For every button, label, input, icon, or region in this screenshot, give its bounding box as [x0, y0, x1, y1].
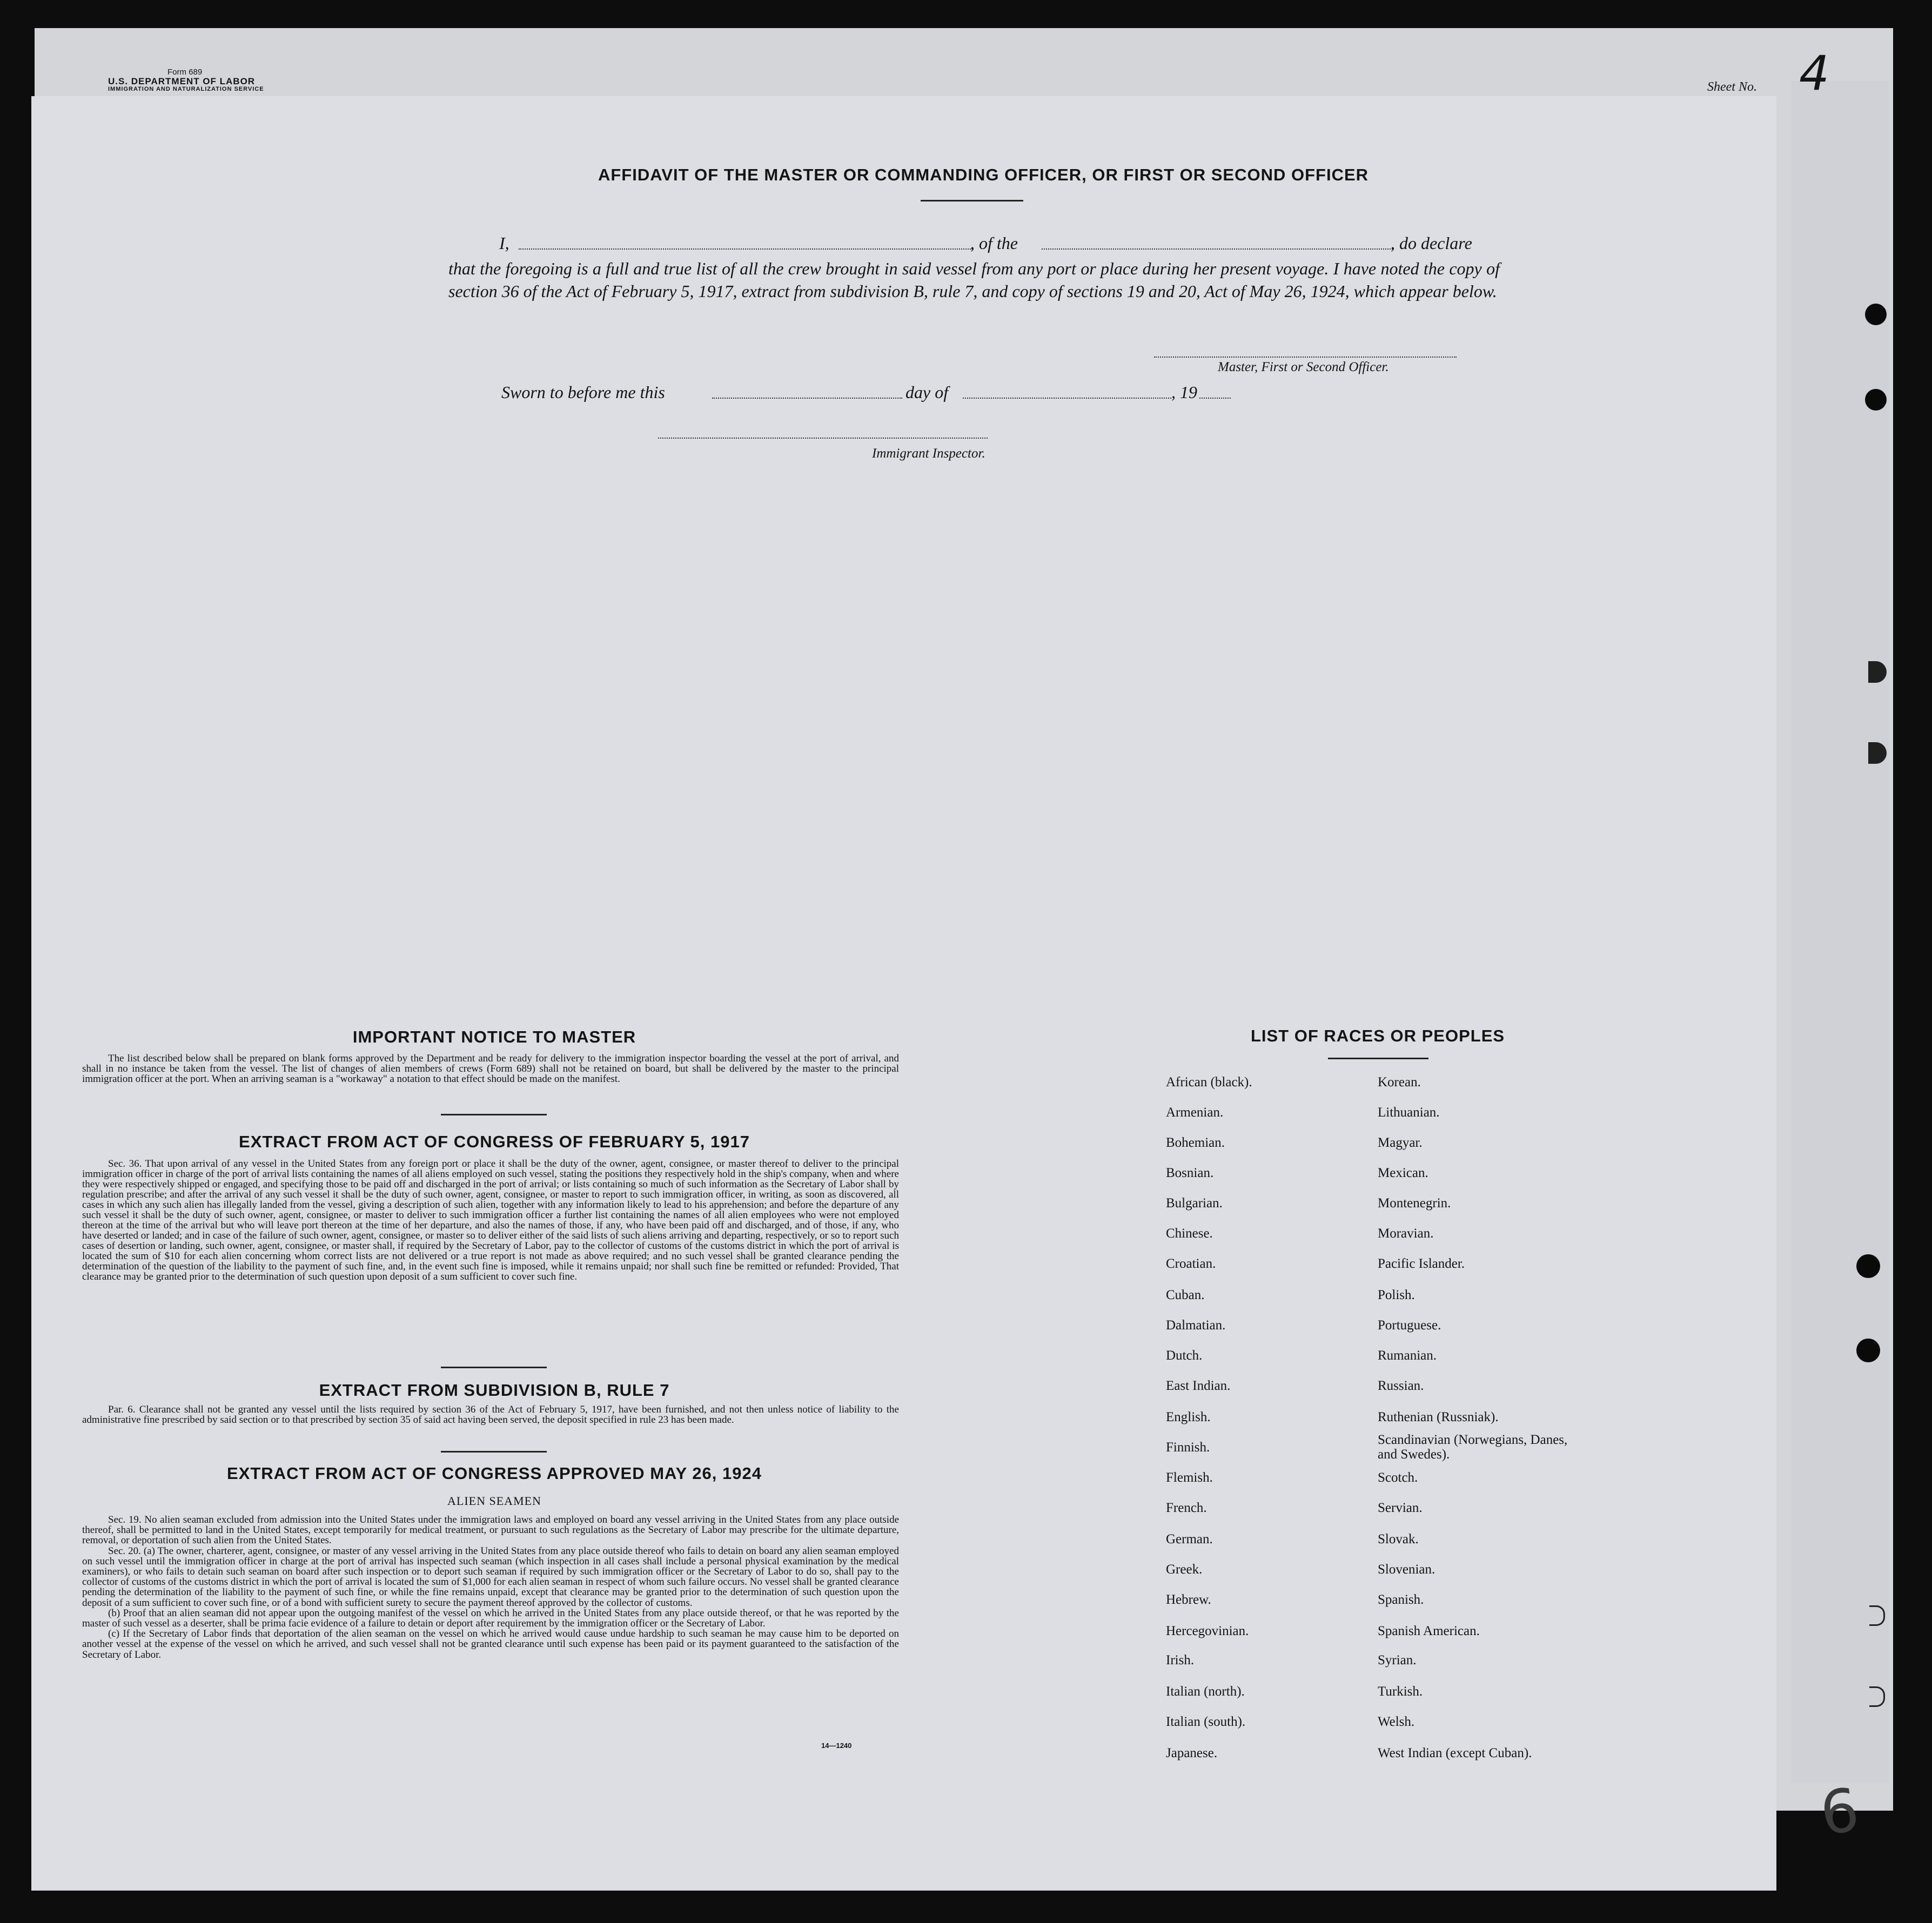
vessel-name-field[interactable]	[1042, 248, 1393, 251]
sworn-month-field[interactable]	[963, 398, 1171, 400]
race-item: Moravian.	[1378, 1226, 1434, 1241]
race-item: Scotch.	[1378, 1470, 1418, 1485]
race-item: Pacific Islander.	[1378, 1256, 1465, 1271]
underlying-sheet-edge	[1792, 81, 1889, 1783]
punch-hole-icon	[1856, 1339, 1880, 1362]
race-item: Bohemian.	[1166, 1135, 1225, 1150]
race-item: Ruthenian (Russniak).	[1378, 1410, 1499, 1424]
race-item: East Indian.	[1166, 1379, 1231, 1393]
extract-1917-body	[82, 1159, 899, 1282]
section-36-text: Sec. 36. That upon arrival of any vessel in the United States from any foreign port or place it shall be the duty of the owner, agent, consignee, or master thereof to deliver to the principal immigration officer in charge of the port of arrival lists containing the names of all aliens employed on such vessel, stating the positions they respectively hold in the ship's company, when and where they were respectively shipped or engaged, and specifying those to be paid off and discharged in the port of arrival; or lists containing so much of such information as the Secretary of Labor shall by regulation prescribe; and after the arrival of any such vessel it shall be the duty of such owner, agent, consignee, or master to report to such immigration officer, in writing, as soon as discovered, all cases in which any such alien has illegally landed from the vessel, giving a description of such alien, together with any information likely to lead to his apprehension; and before the departure of any such vessel it shall be the duty of such owner, agent, consignee, or master to deliver to such immigration officer a further list containing the names of all alien employees who were not employed thereon at the time of the arrival but who will leave port thereon at the time of her departure, and also the names of those, if any, who have been paid off and discharged, and of those, if any, who have deserted or landed; and in case of the failure of such owner, agent, consignee, or master so to deliver either of the said lists of such aliens arriving and departing, respectively, or so to report such cases of desertion or landing, such owner, agent, consignee, or master shall, if required by the Secretary of Labor, pay to the collector of customs of the customs district in which the port of arrival is located the sum of $10 for each alien concerning whom correct lists are not delivered or a true report is not made as above required; and no such vessel shall be granted clearance pending the determination of the question of the liability to the payment of such fine, and, in the event such fine is imposed, while it remains unpaid; nor shall such fine be remitted or refunded: Provided, That clearance may be granted prior to the determination of such question upon deposit of a sum sufficient to cover such fine.	[82, 1158, 899, 1282]
sworn-year-field[interactable]	[1199, 398, 1231, 400]
race-item: Finnish.	[1166, 1440, 1210, 1455]
race-item: Lithuanian.	[1378, 1105, 1440, 1120]
race-item: Polish.	[1378, 1288, 1415, 1302]
affiant-name-field[interactable]	[519, 248, 972, 251]
notice-body: The list described below shall be prepared on blank forms approved by the Department and be ready for delivery to the immigration inspector boarding the vessel at the port of arrival, and shall in no instance be taken from the vessel. The list of changes of alien members of crews (Form 689) shall not be retained on board, but shall be delivered by the master to the principal immigration officer at the port. When an arriving seaman is a "workaway" a notation to that effect should be made on the manifest.	[82, 1053, 899, 1085]
race-item: Welsh.	[1378, 1714, 1415, 1729]
race-item: Servian.	[1378, 1501, 1423, 1515]
race-item: West Indian (except Cuban).	[1378, 1746, 1532, 1760]
master-signature-label: Master, First or Second Officer.	[1218, 360, 1389, 374]
race-item: Flemish.	[1166, 1470, 1213, 1485]
race-item: Dutch.	[1166, 1348, 1203, 1363]
race-item: Portuguese.	[1378, 1318, 1441, 1333]
punch-hole-icon	[1865, 304, 1887, 325]
race-item: Magyar.	[1378, 1135, 1423, 1150]
sheet-number-handwritten: 4	[1799, 45, 1829, 101]
declare-label: , do declare	[1391, 233, 1472, 253]
race-item: Montenegrin.	[1378, 1196, 1451, 1211]
race-item: Spanish.	[1378, 1592, 1424, 1607]
year-prefix: , 19	[1171, 382, 1197, 402]
race-item: Russian.	[1378, 1379, 1424, 1393]
race-item: Italian (south).	[1166, 1714, 1246, 1729]
race-item: Irish.	[1166, 1653, 1195, 1668]
form-number: Form 689	[167, 68, 203, 77]
day-of-label: day of	[905, 382, 949, 402]
race-item: Japanese.	[1166, 1746, 1218, 1760]
notice-title: IMPORTANT NOTICE TO MASTER	[352, 1027, 636, 1046]
race-item: German.	[1166, 1532, 1213, 1547]
punch-hole-icon	[1869, 1686, 1885, 1707]
race-item: Chinese.	[1166, 1226, 1213, 1241]
race-item: English.	[1166, 1410, 1211, 1424]
print-code: 14—1240	[821, 1742, 852, 1750]
race-item: Dalmatian.	[1166, 1318, 1226, 1333]
race-item: Croatian.	[1166, 1256, 1216, 1271]
section-rule	[441, 1114, 547, 1115]
department-name: U.S. DEPARTMENT OF LABOR	[108, 76, 256, 86]
affidavit-title: AFFIDAVIT OF THE MASTER OR COMMANDING OFFICER, OR FIRST OR SECOND OFFICER	[598, 165, 1369, 184]
extract-1924-body	[82, 1515, 899, 1660]
races-title-rule	[1328, 1058, 1428, 1059]
sheet-number-label: Sheet No.	[1707, 80, 1757, 94]
section-20a-text: Sec. 20. (a) The owner, charterer, agent, consignee, or master of any vessel arriving in the United States from any place outside thereof who fails to detain on board any alien seaman employed on such vessel until the immigration officer in charge at the port of arrival has inspected such seaman (which inspection in all cases shall include a personal physical examination by the medical examiners), or who fails to detain such seaman on board after such inspection or to deport such seaman if required by such immigration officer or the Secretary of Labor to do so, shall pay to the collector of customs of the customs district in which the port of arrival is located the sum of $1,000 for each alien seaman in respect of whom such failure occurs. No vessel shall be granted clearance pending the determination of the liability to the payment of such fine, or while the fine remains unpaid, except that clearance may be granted prior to the determination of such question upon the deposit of a sum sufficient to cover such fine, or of a bond with sufficient surety to secure the payment thereof approved by the collector of customs.	[82, 1545, 899, 1609]
race-item: Spanish American.	[1378, 1624, 1480, 1638]
race-item: Slovenian.	[1378, 1562, 1435, 1577]
rule7-body: Par. 6. Clearance shall not be granted any vessel until the lists required by section 36 of the Act of February 5, 1917, have been furnished, and not then unless notice of liability to the administrative fine prescribed by said section or to that prescribed by section 35 of said act having been served, the deposit specified in rule 23 has been made.	[82, 1404, 899, 1426]
race-item: Bulgarian.	[1166, 1196, 1223, 1211]
punch-hole-icon	[1856, 1254, 1880, 1278]
handwritten-margin-mark: 6	[1816, 1774, 1863, 1849]
affidavit-statement: that the foregoing is a full and true list of all the crew brought in said vessel from any port or place during her present voyage. I have noted the copy of section 36 of the Act of February 5, 1917, extract from subdivision B, rule 7, and copy of sections 19 and 20, Act of May 26, 1924, which appear below.	[448, 259, 1500, 301]
alien-seamen-subtitle: ALIEN SEAMEN	[447, 1494, 541, 1508]
race-item: Greek.	[1166, 1562, 1203, 1577]
extract-1924-title: EXTRACT FROM ACT OF CONGRESS APPROVED MAY 26, 1924	[227, 1464, 762, 1483]
race-item: Cuban.	[1166, 1288, 1205, 1302]
race-item: Hebrew.	[1166, 1592, 1211, 1607]
race-item: African (black).	[1166, 1075, 1252, 1090]
inspector-label: Immigrant Inspector.	[872, 446, 985, 461]
race-item: Turkish.	[1378, 1684, 1423, 1699]
section-20b-text: (b) Proof that an alien seaman did not appear upon the outgoing manifest of the vessel on which he arrived in the United States from any place outside thereof, or that he was reported by the master of such vessel as a deserter, shall be prima facie evidence of a failure to detain or deport after requirement by the immigration officer or the Secretary of Labor.	[82, 1607, 899, 1630]
affiant-prefix: I,	[499, 233, 509, 253]
section-20c-text: (c) If the Secretary of Labor finds that deportation of the alien seaman on the vessel on which he arrived would cause undue hardship to such seaman he may cause him to be deported on another vessel at the expense of the vessel on which he arrived, and such vessel shall not be granted clearance until such expense has been paid or its payment guaranteed to the satisfaction of the Secretary of Labor.	[82, 1628, 899, 1660]
race-item: Italian (north).	[1166, 1684, 1245, 1699]
rule7-title: EXTRACT FROM SUBDIVISION B, RULE 7	[319, 1381, 670, 1400]
race-item: French.	[1166, 1501, 1207, 1515]
race-item: Rumanian.	[1378, 1348, 1437, 1363]
sheet-number-field	[1707, 45, 1829, 101]
race-item: Hercegovinian.	[1166, 1624, 1249, 1638]
race-item: Bosnian.	[1166, 1166, 1214, 1180]
extract-1917-title: EXTRACT FROM ACT OF CONGRESS OF FEBRUARY 5, 1917	[239, 1132, 750, 1151]
sworn-day-field[interactable]	[712, 398, 902, 400]
race-item: Armenian.	[1166, 1105, 1224, 1120]
punch-hole-icon	[1865, 389, 1887, 411]
race-item: Slovak.	[1378, 1532, 1419, 1547]
race-item: Korean.	[1378, 1075, 1421, 1090]
section-19-text: Sec. 19. No alien seaman excluded from admission into the United States under the immigration laws and employed on board any vessel arriving in the United States from any place outside thereof, shall be permitted to land in the United States, except temporarily for medical treatment, or pursuant to such regulations as the Secretary of Labor may prescribe for the ultimate departure, removal, or deportation of such alien from the United States.	[82, 1514, 899, 1547]
master-signature-field[interactable]	[1154, 357, 1457, 359]
service-name: IMMIGRATION AND NATURALIZATION SERVICE	[108, 85, 264, 92]
punch-hole-icon	[1869, 1605, 1885, 1626]
inspector-signature-field[interactable]	[658, 438, 988, 440]
form-header	[108, 68, 264, 92]
of-the-label: , of the	[970, 233, 1018, 253]
sworn-prefix: Sworn to before me this	[501, 382, 665, 402]
title-rule	[921, 200, 1023, 201]
race-item: Scandinavian (Norwegians, Danes, and Swedes).	[1378, 1433, 1568, 1462]
section-rule	[441, 1451, 547, 1453]
races-title: LIST OF RACES OR PEOPLES	[1250, 1026, 1505, 1045]
race-item: Syrian.	[1378, 1653, 1417, 1668]
section-rule	[441, 1367, 547, 1368]
race-item: Mexican.	[1378, 1166, 1428, 1180]
